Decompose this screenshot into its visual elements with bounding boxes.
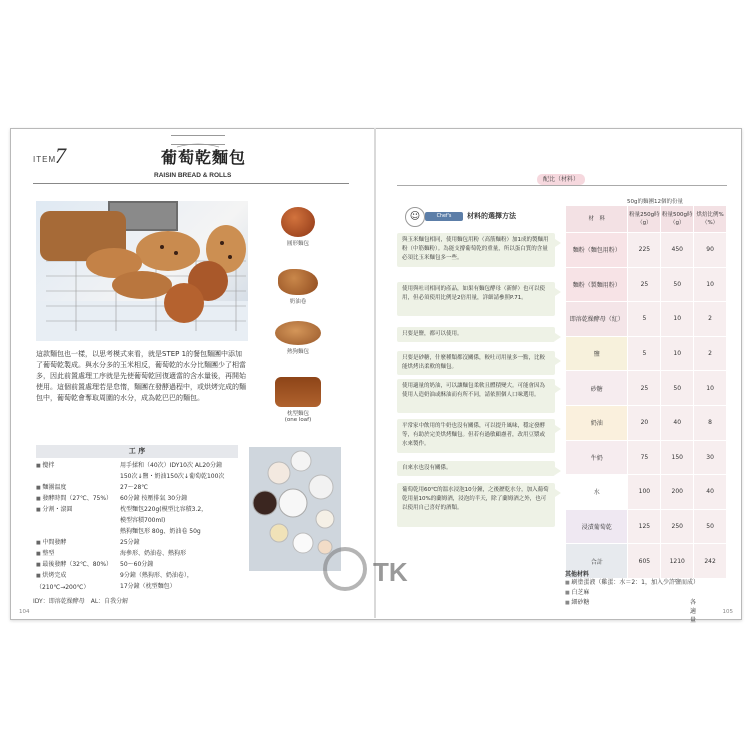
other-materials-amount: 各適量 (690, 599, 697, 624)
page-title: 葡萄乾麵包 (161, 148, 247, 167)
ingredient-amount: 450 (661, 233, 694, 268)
ingredient-name: 即溶乾燥酵母（紅） (566, 302, 628, 337)
process-row (36, 471, 238, 482)
ingredient-amount: 50 (694, 509, 727, 544)
column-header: 材 料 (566, 206, 628, 233)
section-pill: 配比（材料） (537, 174, 585, 185)
other-materials (565, 569, 699, 624)
table-row (566, 302, 727, 337)
ingredient-amount: 125 (628, 509, 661, 544)
ingredient-amount: 250 (661, 509, 694, 544)
process-row (36, 537, 238, 548)
ingredient-amount: 2 (694, 336, 727, 371)
ingredient-amount: 20 (628, 405, 661, 440)
tip-salt: 只要是鹽，都可以使用。 (397, 327, 555, 342)
process-value: 50～60分鐘 (120, 561, 154, 568)
recipe-table (565, 205, 727, 579)
ingredient-amount: 10 (694, 371, 727, 406)
round-bread-image (281, 207, 315, 237)
ingredient-name: 合計 (566, 544, 628, 579)
watermark-logo-icon (323, 547, 367, 591)
thumb-caption: 熱狗麵包 (286, 349, 309, 355)
thumb-round-bread (273, 207, 323, 247)
process-step: ■ 最後發酵（32℃、80%） (36, 559, 116, 571)
ingredient-amount: 50 (661, 371, 694, 406)
left-page (11, 129, 375, 619)
ingredient-name: 麵粉（製麵用粉） (566, 267, 628, 302)
chef-comment-title: 材料的選擇方法 (467, 212, 516, 220)
ingredient-name: 水 (566, 475, 628, 510)
tip-milk: 平常家中飲用的牛奶也沒有關係，可以提升風味，穩定發酵等，有助於完美烘烤麵包。但若有過敏顧慮者，改用豆漿或水來製作。 (397, 419, 555, 453)
ingredient-name: 奶油 (566, 405, 628, 440)
thumb-butter-roll (273, 269, 323, 305)
process-value: 150次↓鹽・奶油150次↓葡萄乾100次 (120, 473, 225, 480)
item-number: 7 (55, 143, 66, 168)
process-step: ■ 整型 (36, 548, 116, 560)
tip-flour: 與玉米麵包相同，使用麵包用粉（高筋麵粉）加1成的製麵用粉（中筋麵粉）。為能支撐葡萄乾的重量，所以蛋白質的含量必須比玉米麵包多一些。 (397, 233, 555, 267)
chef-icon: ☺ (405, 207, 425, 227)
ingredient-amount: 10 (661, 336, 694, 371)
ingredient-amount: 90 (694, 233, 727, 268)
process-step: ■ 攪拌 (36, 460, 116, 472)
other-material-item: ■ 細砂糖 (565, 598, 699, 608)
other-materials-title: 其他材料 (565, 571, 590, 578)
ingredient-amount: 100 (628, 475, 661, 510)
thumb-hotdog-bread (273, 321, 323, 355)
column-header: 粉量500g時（g） (661, 206, 694, 233)
tip-butter: 使用適量的奶油，可以讓麵包柔軟且體積變大。可能會因為使用人造奶油或酥油而有所不同，請依照個人口味選用。 (397, 379, 555, 413)
ingredient-amount: 242 (694, 544, 727, 579)
process-value: 模型容積700ml) (120, 517, 166, 524)
ingredient-amount: 25 (628, 371, 661, 406)
page-subtitle: RAISIN BREAD & ROLLS (154, 172, 232, 179)
table-caption: 50g的麵團12個的份量 (627, 199, 683, 205)
footnote: IDY：即溶乾燥酵母 AL：自我分解 (33, 598, 129, 605)
ingredient-amount: 150 (661, 440, 694, 475)
ingredient-amount: 200 (661, 475, 694, 510)
process-row (36, 504, 238, 515)
process-row (36, 460, 238, 471)
table-row (566, 267, 727, 302)
hotdog-bread-image (275, 321, 321, 345)
process-value: 枕型麵包220g(模型比容積3.2， (120, 506, 208, 513)
ingredient-amount: 8 (694, 405, 727, 440)
table-row (566, 509, 727, 544)
process-header: 工 序 (36, 445, 238, 458)
process-step: ■ 發酵時間（27℃、75%） (36, 493, 116, 505)
ingredient-name: 鹽 (566, 336, 628, 371)
other-material-item: ■ 刷塗蛋液（雞蛋：水＝2：1，加入少許鹽而成） (565, 578, 699, 588)
ingredient-amount: 2 (694, 302, 727, 337)
table-row (566, 371, 727, 406)
chef-comment-tag: Chef's comment (425, 212, 463, 221)
process-value: 9分鐘（熱狗形、奶油卷）， (120, 572, 193, 579)
process-row (36, 526, 238, 537)
thumb-caption: 奶油卷 (289, 299, 307, 305)
process-value: 熱狗麵包形 80g、奶油卷 50g (120, 528, 201, 535)
ingredient-amount: 30 (694, 440, 727, 475)
process-step: ■ 分割・滾圓 (36, 504, 116, 516)
tip-sugar: 只要是砂糖，什麼種類都沒關係，較吐司用量多一點，比較能烘烤出柔軟的麵包。 (397, 351, 555, 375)
ingredient-amount: 225 (628, 233, 661, 268)
table-row (566, 405, 727, 440)
intro-paragraph: 這款麵包也一樣，以思考模式來看，就是STEP 1的餐包麵團中添加了葡萄乾製成。與水分多的玉米相反，葡萄乾的水分比麵團少了相當多，因此前置處理工序就是先使葡萄乾回復適當的含水量後，再開始使用。這個前置處理若是怠惰，麵團在發酵過程中，或烘烤完成的麵包中，葡萄乾會奪取周圍的水分，成為乾巴巴的麵包。 (36, 350, 246, 402)
process-row (36, 482, 238, 493)
tip-yeast: 使用與吐司相同的產品，如果有麵包酵母（新鮮）也可以使用，但必須使用比例是2倍用量，詳細請參照P.71。 (397, 282, 555, 316)
tip-water: 自來水也沒有關係。 (397, 461, 555, 476)
table-header-row (566, 206, 727, 233)
item-label: ITEM. (33, 155, 60, 164)
ingredient-amount: 1210 (661, 544, 694, 579)
process-value: 60分鐘 按壓排氣 30分鐘 (120, 495, 188, 502)
ingredient-amount: 25 (628, 267, 661, 302)
ingredient-amount: 50 (661, 267, 694, 302)
title-ornament (171, 135, 225, 145)
table-row (566, 233, 727, 268)
process-row (36, 581, 238, 592)
ingredient-amount: 10 (661, 302, 694, 337)
bread-photo (36, 201, 248, 341)
ingredient-amount: 5 (628, 336, 661, 371)
other-material-item: ■ 白芝麻 (565, 588, 699, 598)
process-value: 海參形、奶油卷、熱狗形 (120, 550, 187, 557)
tip-raisin: 葡萄乾用60℃的溫水浸泡10分鐘，之後瀝乾水分，加入葡萄乾用量10%的蘭姆酒，浸泡約半天，除了蘭姆酒之外，也可以使用自己喜好的酒類。 (397, 483, 555, 527)
ingredient-name: 浸漬葡萄乾 (566, 509, 628, 544)
page-number-right: 105 (722, 609, 733, 615)
ingredient-amount: 40 (694, 475, 727, 510)
column-header: 烘焙比例%（%） (694, 206, 727, 233)
ingredient-amount: 5 (628, 302, 661, 337)
table-row (566, 440, 727, 475)
process-step: ■ 中間發酵 (36, 537, 116, 549)
thumb-caption: 圓形麵包 (286, 241, 309, 247)
process-step: ■ 麵團溫度 (36, 482, 116, 494)
process-row (36, 493, 238, 504)
ingredient-amount: 10 (694, 267, 727, 302)
watermark-text: TK (373, 557, 408, 587)
thumb-caption: 枕型麵包 (one loaf) (284, 411, 312, 423)
process-value: 17分鐘（枕型麵包） (120, 583, 176, 590)
thumb-loaf-bread (273, 377, 323, 423)
butter-roll-image (278, 269, 318, 295)
watermark (323, 545, 433, 603)
table-row (566, 336, 727, 371)
process-value: 27～28℃ (120, 484, 149, 491)
ingredient-amount: 75 (628, 440, 661, 475)
process-row (36, 548, 238, 559)
header-rule (33, 183, 349, 184)
column-header: 粉量250g時（g） (628, 206, 661, 233)
ingredient-name: 砂糖 (566, 371, 628, 406)
ingredient-amount: 40 (661, 405, 694, 440)
ingredient-name: 麵粉（麵包用粉） (566, 233, 628, 268)
process-row (36, 515, 238, 526)
header-rule-right (397, 185, 727, 186)
ingredient-name: 牛奶 (566, 440, 628, 475)
process-value: 用手揉和（40次）IDY10次 AL20分鐘 (120, 462, 222, 469)
loaf-bread-image (275, 377, 321, 407)
process-row (36, 559, 238, 570)
table-row (566, 475, 727, 510)
ingredient-amount: 605 (628, 544, 661, 579)
process-step: ■ 烘烤完成（210℃→200℃） (36, 570, 116, 593)
page-number-left: 104 (19, 609, 30, 615)
bread-illustration (36, 201, 248, 341)
process-value: 25分鐘 (120, 539, 140, 546)
